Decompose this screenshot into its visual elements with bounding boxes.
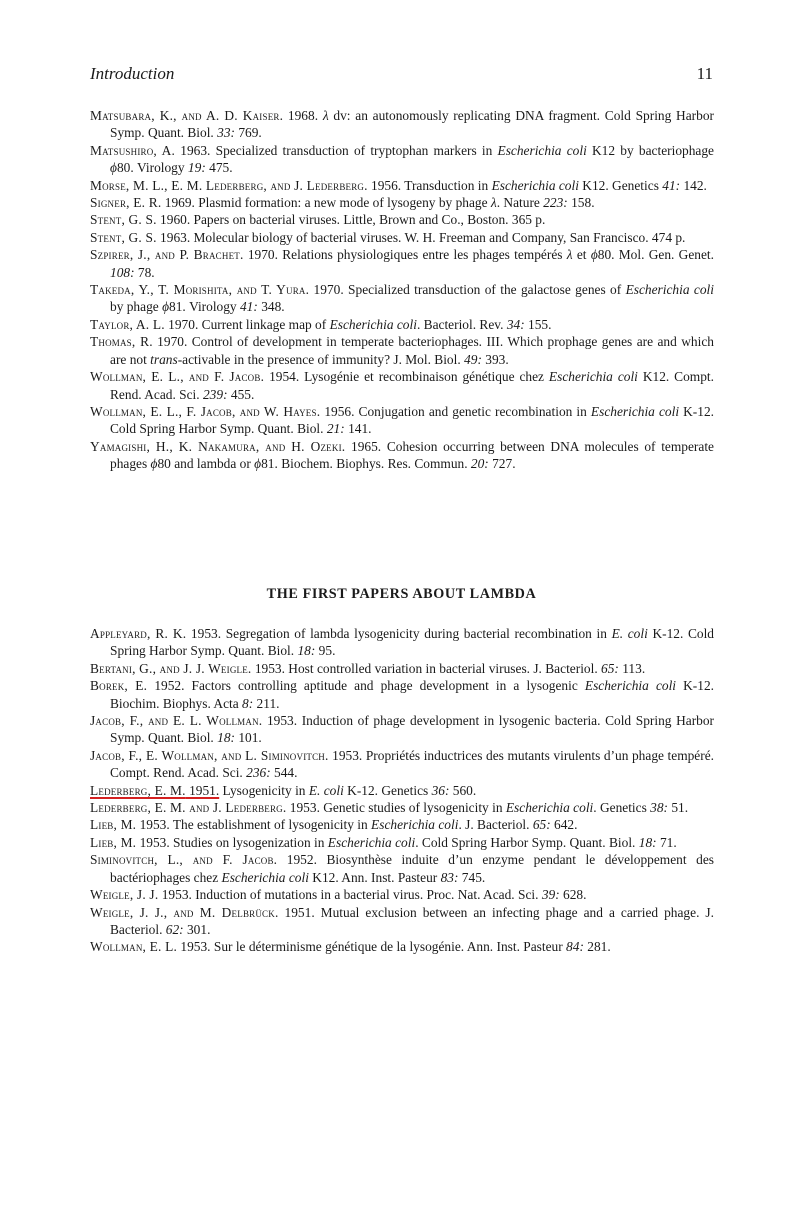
reference-entry: Taylor, A. L. 1970. Current linkage map of Escherichia coli. Bacteriol. Rev. 34: 155.: [90, 316, 552, 332]
reference-entry: Lederberg, E. M. and J. Lederberg. 1953. Genetic studies of lysogenicity in Escherichia coli. Genetics 38: 51.: [90, 800, 689, 816]
reference-entry: Lieb, M. 1953. Studies on lysogenization in Escherichia coli. Cold Spring Harbor Symp. Quant. Biol. 18: 71.: [90, 834, 677, 850]
reference-entry: Siminovitch, L., and F. Jacob. 1952. Biosynthèse induite d’un enzyme pendant le développement des bactériophages chez Escherichia coli K12. Ann. Inst. Pasteur 83: 745.: [90, 852, 714, 885]
reference-entry: Szpirer, J., and P. Brachet. 1970. Relations physiologiques entre les phages tempérés λ et ϕ80. Mol. Gen. Genet. 108: 78.: [90, 247, 714, 280]
reference-entry: Stent, G. S. 1960. Papers on bacterial viruses. Little, Brown and Co., Boston. 365 p.: [90, 212, 546, 228]
reference-entry: Wollman, E. L., F. Jacob, and W. Hayes. 1956. Conjugation and genetic recombination in Escherichia coli K-12. Cold Spring Harbor Symp. Quant. Biol. 21: 141.: [90, 403, 714, 437]
running-head: Introduction: [90, 64, 175, 83]
reference-list-top: [90, 107, 714, 473]
reference-entry: Morse, M. L., E. M. Lederberg, and J. Lederberg. 1956. Transduction in Escherichia coli K12. Genetics 41: 142.: [90, 177, 707, 193]
reference-entry: Lieb, M. 1953. The establishment of lysogenicity in Escherichia coli. J. Bacteriol. 65: 642.: [90, 817, 578, 833]
reference-entry: Stent, G. S. 1963. Molecular biology of bacterial viruses. W. H. Freeman and Company, San Francisco. 474 p.: [90, 229, 686, 245]
reference-entry: Bertani, G., and J. J. Weigle. 1953. Host controlled variation in bacterial viruses. J. Bacteriol. 65: 113.: [90, 660, 646, 676]
reference-entry: Matsubara, K., and A. D. Kaiser. 1968. λ dv: an autonomously replicating DNA fragment. Cold Spring Harbor Symp. Quant. Biol. 33: 769.: [90, 108, 714, 141]
page-header: [90, 64, 713, 88]
reference-entry: Appleyard, R. K. 1953. Segregation of lambda lysogenicity during bacterial recombination in E. coli K-12. Cold Spring Harbor Symp. Quant. Biol. 18: 95.: [90, 626, 714, 659]
reference-entry: Borek, E. 1952. Factors controlling aptitude and phage development in a lysogenic Escherichia coli K-12. Biochim. Biophys. Acta 8: 211.: [90, 678, 714, 711]
reference-entry: Signer, E. R. 1969. Plasmid formation: a new mode of lysogeny by phage λ. Nature 223: 158.: [90, 195, 595, 211]
reference-entry: Takeda, Y., T. Morishita, and T. Yura. 1970. Specialized transduction of the galactose genes of Escherichia coli by phage ϕ81. Virology 41: 348.: [90, 282, 714, 315]
highlighted-citation: Lederberg, E. M. 1951.: [90, 782, 220, 798]
reference-entry: Matsushiro, A. 1963. Specialized transduction of tryptophan markers in Escherichia coli K12 by bacteriophage ϕ80. Virology 19: 475.: [90, 142, 714, 176]
reference-entry: Jacob, F., E. Wollman, and L. Siminovitch. 1953. Propriétés inductrices des mutants virulents d’un phage tempéré. Compt. Rend. Acad. Sci. 236: 544.: [90, 747, 714, 781]
reference-entry: Wollman, E. L., and F. Jacob. 1954. Lysogénie et recombinaison génétique chez Escherichia coli K12. Compt. Rend. Acad. Sci. 239: 455.: [90, 369, 714, 402]
reference-entry: Thomas, R. 1970. Control of development in temperate bacteriophages. III. Which prophage genes are and which are not trans-activable in the presence of immunity? J. Mol. Biol. 49: 393.: [90, 334, 714, 367]
reference-entry: Weigle, J. J., and M. Delbrück. 1951. Mutual exclusion between an infecting phage and a carried phage. J. Bacteriol. 62: 301.: [90, 904, 714, 937]
reference-entry: Yamagishi, H., K. Nakamura, and H. Ozeki. 1965. Cohesion occurring between DNA molecules of temperate phages ϕ80 and lambda or ϕ81. Biochem. Biophys. Res. Commun. 20: 727.: [90, 438, 714, 472]
page-number: 11: [696, 64, 713, 83]
reference-list-lambda: [90, 625, 714, 956]
reference-entry-highlighted: Lederberg, E. M. 1951. Lysogenicity in E. coli K-12. Genetics 36: 560.: [90, 782, 477, 798]
reference-entry: Jacob, F., and E. L. Wollman. 1953. Induction of phage development in lysogenic bacteria. Cold Spring Harbor Symp. Quant. Biol. 18: 101.: [90, 713, 714, 746]
section-heading: THE FIRST PAPERS ABOUT LAMBDA: [266, 586, 537, 602]
reference-entry: Weigle, J. J. 1953. Induction of mutations in a bacterial virus. Proc. Nat. Acad. Sci. 39: 628.: [90, 887, 587, 903]
reference-entry: Wollman, E. L. 1953. Sur le déterminisme génétique de la lysogénie. Ann. Inst. Pasteur 84: 281.: [90, 939, 611, 955]
